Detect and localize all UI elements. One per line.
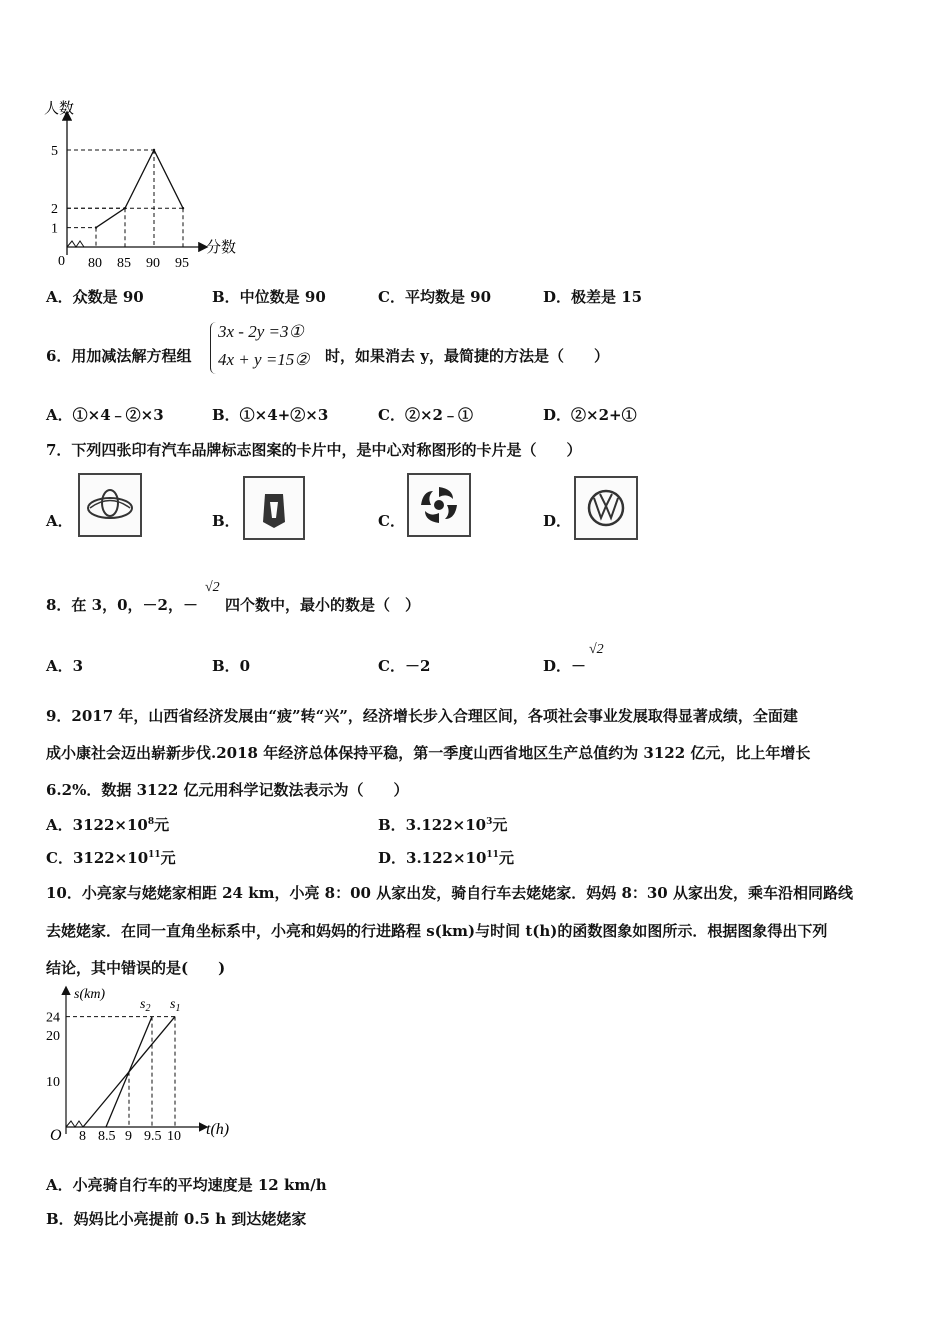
q6-option-d[interactable]: D．②×2+① <box>543 406 637 424</box>
q9-option-d[interactable] <box>378 847 514 868</box>
q9-option-b-unit: 元 <box>492 816 508 834</box>
q9-option-c[interactable] <box>46 847 176 868</box>
y-tick-label: 5 <box>51 144 58 159</box>
q9-option-d-unit: 元 <box>498 849 514 867</box>
q9-option-d-exp: 11 <box>486 850 499 860</box>
distance-time-chart <box>44 982 254 1147</box>
q9-option-b-base: B．3.122×10 <box>378 816 487 834</box>
x-tick-label: 8.5 <box>98 1129 116 1144</box>
q5-option-d[interactable]: D．极差是 15 <box>543 288 643 306</box>
score-frequency-chart <box>38 95 258 275</box>
q10-line-2: 去姥姥家．在同一直角坐标系中，小亮和妈妈的行进路程 s(km)与时间 t(h)的函数图象如图所示．根据图象得出下列 <box>46 922 828 940</box>
q9-option-a-unit: 元 <box>154 816 170 834</box>
q8-option-d-sqrt2: √2 <box>589 642 604 657</box>
shield-logo-icon <box>245 478 303 538</box>
q9-line-2: 成小康社会迈出崭新步伐.2018 年经济总体保持平稳，第一季度山西省地区生产总值约为 3122 亿元，比上年增长 <box>46 744 811 762</box>
q8-option-a[interactable]: A．3 <box>46 657 84 675</box>
q8-option-d[interactable]: D．－ <box>543 657 587 675</box>
y-axis-label: s(km) <box>74 987 106 1002</box>
series-s1-label: $s_1$ <box>170 997 181 1014</box>
data-point <box>95 226 97 228</box>
car-logo-card-b[interactable] <box>243 476 305 540</box>
toyota-like-logo-icon <box>80 475 140 535</box>
series-s2-label: $s_2$ <box>140 997 151 1014</box>
q6-stem-suffix: 时，如果消去 y，最简捷的方法是（ ） <box>325 347 609 365</box>
q9-option-a-exp: 8 <box>147 817 155 827</box>
x-tick-label: 80 <box>88 256 102 271</box>
q6-option-a[interactable]: A．①×4﹣②×3 <box>46 406 164 424</box>
q7-option-b-label[interactable]: B． <box>212 512 240 530</box>
x-tick-label: 95 <box>175 256 189 271</box>
q7-option-d-label[interactable]: D． <box>543 512 572 530</box>
q9-option-b[interactable] <box>378 814 507 835</box>
x-axis-label: 分数 <box>206 238 237 256</box>
q6-equation-1: 3x - 2y =3① <box>218 322 304 341</box>
origin-label: O <box>50 1127 62 1144</box>
q9-option-c-unit: 元 <box>160 849 176 867</box>
x-tick-label: 9.5 <box>144 1129 162 1144</box>
x-tick-label: 90 <box>146 256 160 271</box>
car-logo-card-d[interactable] <box>574 476 638 540</box>
q5-option-b[interactable]: B．中位数是 90 <box>212 288 326 306</box>
vw-logo-icon <box>576 478 636 538</box>
q5-option-a[interactable]: A．众数是 90 <box>46 288 144 306</box>
q9-option-b-exp: 3 <box>486 817 493 827</box>
car-logo-card-a[interactable] <box>78 473 142 537</box>
axis-break <box>67 241 84 247</box>
q8-sqrt2: √2 <box>205 580 220 595</box>
q6-option-b[interactable]: B．①×4+②×3 <box>212 406 329 424</box>
q9-line-1: 9．2017 年，山西省经济发展由“疲”转“兴”，经济增长步入合理区间，各项社会事业发展取得显著成绩，全面建 <box>46 707 798 725</box>
q5-option-c[interactable]: C．平均数是 90 <box>378 288 492 306</box>
q8-option-b[interactable]: B．0 <box>212 657 251 675</box>
q9-option-c-exp: 11 <box>148 850 161 860</box>
car-logo-card-c[interactable] <box>407 473 471 537</box>
q9-option-a[interactable] <box>46 814 169 835</box>
q10-line-3: 结论，其中错误的是( ) <box>46 959 226 977</box>
y-tick-label: 1 <box>51 221 58 237</box>
q10-option-a[interactable]: A．小亮骑自行车的平均速度是 12 km/h <box>46 1176 327 1194</box>
q9-option-d-base: D．3.122×10 <box>378 849 487 867</box>
x-tick-label: 8 <box>79 1129 86 1144</box>
y-tick-label: 2 <box>51 202 58 218</box>
q8-option-c[interactable]: C．－2 <box>378 657 431 675</box>
q8-stem-part-2: 四个数中，最小的数是（ ） <box>225 596 421 614</box>
q8-stem-part-1: 8．在 3，0，－2，－ <box>46 596 198 614</box>
y-axis-label: 人数 <box>44 99 75 117</box>
q6-option-c[interactable]: C．②×2﹣① <box>378 406 473 424</box>
y-tick-label: 24 <box>46 1010 60 1026</box>
x-tick-label: 10 <box>167 1129 181 1144</box>
q9-option-c-base: C．3122×10 <box>46 849 149 867</box>
q7-option-c-label[interactable]: C． <box>378 512 405 530</box>
y-tick-label: 10 <box>46 1075 60 1090</box>
q10-line-1: 10．小亮家与姥姥家相距 24 km，小亮 8：00 从家出发，骑自行车去姥姥家．妈妈 8：30 从家出发，乘车沿相同路线 <box>46 884 853 902</box>
x-tick-label: 85 <box>117 256 131 271</box>
axis-break <box>66 1121 83 1127</box>
data-point <box>153 149 155 151</box>
data-point <box>182 207 184 209</box>
origin-label: 0 <box>58 254 65 269</box>
q6-stem-prefix: 6．用加减法解方程组 <box>46 347 192 365</box>
data-point <box>124 207 126 209</box>
frequency-polyline <box>96 150 183 228</box>
q9-line-3: 6.2%．数据 3122 亿元用科学记数法表示为（ ） <box>46 781 409 799</box>
swirl-logo-icon <box>409 475 469 535</box>
x-axis-label: t(h) <box>206 1121 230 1138</box>
x-tick-label: 9 <box>125 1129 132 1144</box>
q9-option-a-base: A．3122×10 <box>46 816 148 834</box>
y-tick-label: 20 <box>46 1029 60 1044</box>
q6-equation-2: 4x + y =15② <box>218 350 310 369</box>
q7-stem: 7．下列四张印有汽车品牌标志图案的卡片中，是中心对称图形的卡片是（ ） <box>46 441 582 459</box>
q10-option-b[interactable]: B．妈妈比小亮提前 0.5 h 到达姥姥家 <box>46 1210 307 1228</box>
q7-option-a-label[interactable]: A． <box>46 512 73 530</box>
